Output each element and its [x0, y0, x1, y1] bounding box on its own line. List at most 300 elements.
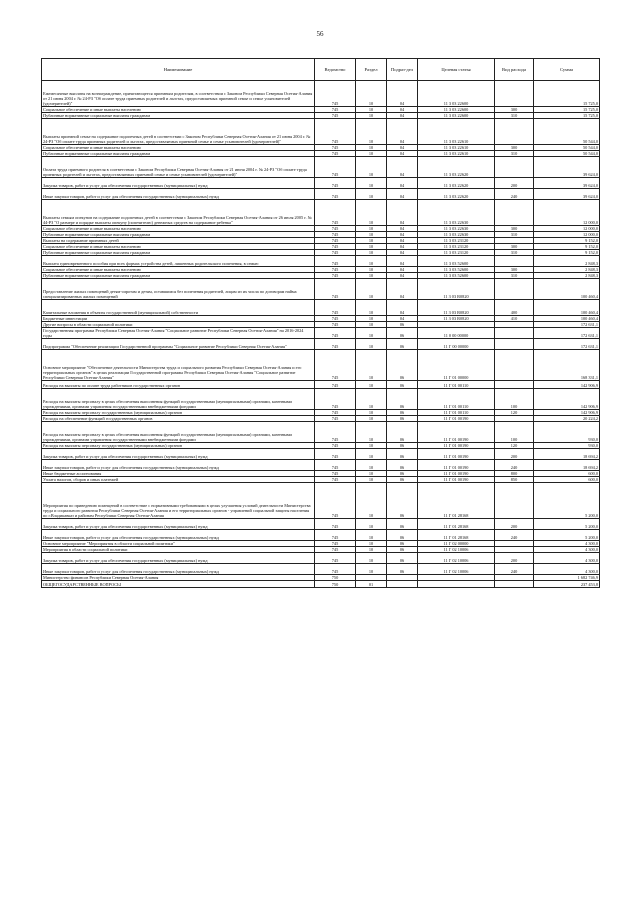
row-name: Иные закупки товаров, работ и услуг для обеспечения государственных (муниципальных) нужд	[42, 460, 315, 471]
row-expense-type	[495, 381, 534, 389]
row-section: 10	[356, 200, 387, 226]
row-expense-type	[495, 81, 534, 107]
row-section: 10	[356, 232, 387, 238]
row-name: Выплаты на содержание приемных детей	[42, 238, 315, 244]
row-section: 10	[356, 339, 387, 350]
table-row	[42, 81, 600, 107]
row-target-item: 11 3 03 22620	[418, 178, 495, 189]
row-target-item: 11 0 00 00000	[418, 328, 495, 339]
row-amount: 50 544,0	[534, 151, 600, 157]
row-name: Ежемесячные выплаты на вознаграждение, причитающееся приемным родителям, в соответствии с Законом Республики Северная Осетия-Алания от 21 июня 2004 г. № 24-РЗ "Об оплате труда приемных родителей и льготах, предоставляемых приемной семье и семье усыновителей (удочерителей)"	[42, 81, 315, 107]
row-department: 750	[315, 575, 356, 581]
row-amount: 9 152,0	[534, 244, 600, 250]
row-subsection: 04	[387, 256, 418, 267]
table-row	[42, 460, 600, 471]
row-target-item: 11 Г 02 10006	[418, 564, 495, 575]
table-row	[42, 339, 600, 350]
row-section: 10	[356, 238, 387, 244]
row-subsection: 04	[387, 145, 418, 151]
row-target-item: 11 Г 02 00000	[418, 541, 495, 547]
row-subsection: 06	[387, 389, 418, 410]
page-number: 56	[316, 30, 324, 38]
row-expense-type: 120	[495, 410, 534, 416]
table-row	[42, 553, 600, 564]
row-expense-type: 310	[495, 151, 534, 157]
row-section: 10	[356, 157, 387, 178]
row-department: 745	[315, 279, 356, 300]
row-section: 10	[356, 316, 387, 322]
row-expense-type: 400	[495, 300, 534, 316]
row-subsection: 04	[387, 267, 418, 273]
row-subsection: 06	[387, 530, 418, 541]
table-row	[42, 581, 600, 588]
row-name: Министерство финансов Республики Северная Осетия-Алания	[42, 575, 315, 581]
header-name: Наименование	[42, 59, 315, 81]
row-name: Другие вопросы в области социальной политики	[42, 322, 315, 328]
row-amount: 100 460,4	[534, 316, 600, 322]
row-target-item: 11 3 03 22620	[418, 189, 495, 200]
row-department: 745	[315, 553, 356, 564]
row-target-item: 11 3 03 22630	[418, 200, 495, 226]
row-name: Основное мероприятие "Мероприятия в области социальной политики"	[42, 541, 315, 547]
row-expense-type: 850	[495, 477, 534, 483]
row-amount: 1 682 746,9	[534, 575, 600, 581]
row-name: Расходы на выплаты персоналу в целях обеспечения выполнения функций государственными (муниципальными) органами, казенными учреждениями, органами управления государственными внебюджетными фондами	[42, 389, 315, 410]
row-name: Социальное обеспечение и иные выплаты населению	[42, 145, 315, 151]
row-section: 10	[356, 226, 387, 232]
row-department: 745	[315, 389, 356, 410]
row-section: 10	[356, 449, 387, 460]
row-target-item: 11 3 03 22610	[418, 151, 495, 157]
row-expense-type: 300	[495, 244, 534, 250]
row-section: 10	[356, 151, 387, 157]
row-target-item: 11 3 03 22600	[418, 81, 495, 107]
row-name: Капитальные вложения в объекты государственной (муниципальной) собственности	[42, 300, 315, 316]
table-row	[42, 256, 600, 267]
row-subsection: 04	[387, 232, 418, 238]
row-amount: 4 300,0	[534, 553, 600, 564]
row-subsection: 06	[387, 410, 418, 416]
row-subsection: 04	[387, 316, 418, 322]
row-amount: 2 848,3	[534, 256, 600, 267]
row-section: 10	[356, 322, 387, 328]
row-expense-type: 100	[495, 389, 534, 410]
table-row	[42, 381, 600, 389]
row-subsection: 06	[387, 322, 418, 328]
row-subsection: 04	[387, 119, 418, 145]
row-amount: 4 300,0	[534, 541, 600, 547]
row-section: 10	[356, 350, 387, 381]
row-subsection: 04	[387, 189, 418, 200]
row-department: 745	[315, 189, 356, 200]
row-section: 10	[356, 547, 387, 553]
row-amount: 142 906,9	[534, 389, 600, 410]
row-target-item: 11 3 03 22610	[418, 145, 495, 151]
row-amount: 930,0	[534, 443, 600, 449]
row-subsection: 06	[387, 471, 418, 477]
row-department: 745	[315, 381, 356, 389]
row-department: 745	[315, 81, 356, 107]
row-subsection: 04	[387, 81, 418, 107]
row-section: 10	[356, 267, 387, 273]
row-name: Расходы на обеспечение функций государственных органов	[42, 416, 315, 422]
row-target-item: 11 3 03 22600	[418, 113, 495, 119]
row-name: Закупка товаров, работ и услуг для обеспечения государственных (муниципальных) нужд	[42, 553, 315, 564]
row-subsection: 04	[387, 113, 418, 119]
row-subsection: 06	[387, 443, 418, 449]
row-amount: 39 624,0	[534, 178, 600, 189]
row-department: 745	[315, 232, 356, 238]
row-department: 745	[315, 113, 356, 119]
row-department: 745	[315, 238, 356, 244]
row-section: 10	[356, 416, 387, 422]
row-amount: 50 544,0	[534, 145, 600, 151]
row-name: Закупка товаров, работ и услуг для обеспечения государственных (муниципальных) нужд	[42, 178, 315, 189]
table-row	[42, 178, 600, 189]
row-target-item: 11 3 03 22630	[418, 232, 495, 238]
row-name: Оплата труда приемного родителя в соответствии с Законом Республики Северная Осетия-Алания от 21 июня 2004 г. № 24-РЗ "Об оплате труда приемных родителей и льготах, предоставляемых приемной семье и семье усыновителей (удочерителей)"	[42, 157, 315, 178]
header-department: Ведомство	[315, 59, 356, 81]
row-subsection: 04	[387, 300, 418, 316]
header-amount: Сумма	[534, 59, 600, 81]
row-name: Закупка товаров, работ и услуг для обеспечения государственных (муниципальных) нужд	[42, 519, 315, 530]
row-subsection: 06	[387, 381, 418, 389]
table-row	[42, 279, 600, 300]
row-section: 10	[356, 483, 387, 519]
row-department: 745	[315, 256, 356, 267]
row-department: 745	[315, 267, 356, 273]
row-target-item: 11 3 03 22620	[418, 157, 495, 178]
row-amount: 600,0	[534, 477, 600, 483]
row-section: 10	[356, 300, 387, 316]
table-row	[42, 530, 600, 541]
row-amount: 100 460,4	[534, 300, 600, 316]
row-target-item: 11 3 03 22600	[418, 107, 495, 113]
row-target-item: 11 3 03 R0820	[418, 300, 495, 316]
row-target-item: 11 3 03 22610	[418, 119, 495, 145]
row-expense-type	[495, 256, 534, 267]
row-name: ОБЩЕГОСУДАРСТВЕННЫЕ ВОПРОСЫ	[42, 581, 315, 588]
row-target-item: 11 3 03 22630	[418, 226, 495, 232]
row-section: 10	[356, 410, 387, 416]
row-expense-type: 240	[495, 564, 534, 575]
row-target-item: 11 Г 01 00110	[418, 410, 495, 416]
table-row	[42, 389, 600, 410]
row-amount: 20 224,2	[534, 416, 600, 422]
row-target-item: 11 3 03 52600	[418, 267, 495, 273]
row-expense-type: 310	[495, 113, 534, 119]
row-name: Иные закупки товаров, работ и услуг для обеспечения государственных (муниципальных) нужд	[42, 564, 315, 575]
row-section: 10	[356, 389, 387, 410]
row-department: 745	[315, 316, 356, 322]
row-name: Иные бюджетные ассигнования	[42, 471, 315, 477]
row-amount: 5 200,0	[534, 483, 600, 519]
row-name: Иные закупки товаров, работ и услуг для обеспечения государственных (муниципальных) нужд	[42, 189, 315, 200]
row-department: 745	[315, 226, 356, 232]
row-expense-type: 800	[495, 471, 534, 477]
row-target-item: 11 Г 01 00190	[418, 449, 495, 460]
row-expense-type	[495, 279, 534, 300]
row-amount: 12 000,0	[534, 232, 600, 238]
row-amount: 39 624,0	[534, 157, 600, 178]
row-department: 745	[315, 350, 356, 381]
row-department: 745	[315, 449, 356, 460]
table-row	[42, 449, 600, 460]
row-department: 745	[315, 250, 356, 256]
row-target-item: 11 Г 01 00190	[418, 460, 495, 471]
row-name: Иные закупки товаров, работ и услуг для обеспечения государственных (муниципальных) нужд	[42, 530, 315, 541]
row-expense-type: 120	[495, 443, 534, 449]
row-target-item: 11 Г 00 00000	[418, 339, 495, 350]
row-subsection: 04	[387, 244, 418, 250]
row-section: 10	[356, 189, 387, 200]
row-section: 10	[356, 279, 387, 300]
row-name: Публичные нормативные социальные выплаты гражданам	[42, 113, 315, 119]
row-subsection: 06	[387, 564, 418, 575]
row-name: Расходы на выплаты персоналу в целях обеспечения выполнения функций государственными (муниципальными) органами, казенными учреждениями, органами управления государственными внебюджетными фондами	[42, 422, 315, 443]
row-amount: 12 000,0	[534, 226, 600, 232]
header-subsection: Подраз-дел	[387, 59, 418, 81]
row-name: Мероприятия в области социальной политики	[42, 547, 315, 553]
row-subsection: 06	[387, 477, 418, 483]
table-row	[42, 422, 600, 443]
row-subsection: 06	[387, 553, 418, 564]
row-expense-type	[495, 339, 534, 350]
row-amount: 15 725,0	[534, 107, 600, 113]
row-subsection: 04	[387, 273, 418, 279]
row-name: Социальное обеспечение и иные выплаты населению	[42, 107, 315, 113]
row-amount: 600,0	[534, 471, 600, 477]
row-subsection: 06	[387, 328, 418, 339]
row-name: Расходы на выплаты по оплате труда работников государственных органов	[42, 381, 315, 389]
row-department: 745	[315, 200, 356, 226]
row-expense-type: 310	[495, 250, 534, 256]
row-department: 745	[315, 244, 356, 250]
row-name: Публичные нормативные социальные выплаты гражданам	[42, 232, 315, 238]
row-expense-type: 240	[495, 460, 534, 471]
row-department: 745	[315, 339, 356, 350]
row-expense-type: 310	[495, 273, 534, 279]
row-amount: 930,0	[534, 422, 600, 443]
row-subsection: 04	[387, 178, 418, 189]
row-department: 745	[315, 422, 356, 443]
table-row	[42, 350, 600, 381]
row-target-item: 11 Г 01 28168	[418, 519, 495, 530]
table-row	[42, 119, 600, 145]
table-row	[42, 483, 600, 519]
row-section: 10	[356, 422, 387, 443]
row-subsection: 06	[387, 547, 418, 553]
row-name: Публичные нормативные социальные выплаты гражданам	[42, 151, 315, 157]
row-section: 10	[356, 244, 387, 250]
row-amount: 172 631,1	[534, 339, 600, 350]
row-name: Публичные нормативные социальные выплаты гражданам	[42, 250, 315, 256]
row-amount: 18 694,2	[534, 449, 600, 460]
row-expense-type: 310	[495, 232, 534, 238]
header-section: Раздел	[356, 59, 387, 81]
row-target-item: 11 Г 01 00000	[418, 350, 495, 381]
row-subsection: 06	[387, 449, 418, 460]
header-expense-type: Вид расхода	[495, 59, 534, 81]
table-row	[42, 300, 600, 316]
row-expense-type: 300	[495, 107, 534, 113]
row-expense-type	[495, 200, 534, 226]
row-department: 745	[315, 519, 356, 530]
table-row	[42, 564, 600, 575]
row-department: 745	[315, 483, 356, 519]
row-subsection: 06	[387, 519, 418, 530]
row-department: 745	[315, 119, 356, 145]
row-target-item: 11 Г 01 00190	[418, 471, 495, 477]
row-subsection: 04	[387, 250, 418, 256]
row-name: Уплата налогов, сборов и иных платежей	[42, 477, 315, 483]
row-department: 745	[315, 300, 356, 316]
row-department: 745	[315, 471, 356, 477]
row-target-item	[418, 581, 495, 588]
row-amount: 2 848,3	[534, 267, 600, 273]
row-subsection: 06	[387, 416, 418, 422]
row-expense-type: 240	[495, 189, 534, 200]
row-expense-type: 410	[495, 316, 534, 322]
row-subsection: 04	[387, 151, 418, 157]
row-section: 10	[356, 273, 387, 279]
row-expense-type	[495, 328, 534, 339]
table-row	[42, 157, 600, 178]
row-expense-type	[495, 119, 534, 145]
row-section: 10	[356, 119, 387, 145]
row-expense-type: 200	[495, 449, 534, 460]
row-expense-type	[495, 350, 534, 381]
row-expense-type	[495, 483, 534, 519]
row-subsection: 04	[387, 157, 418, 178]
row-section: 10	[356, 443, 387, 449]
row-target-item: 11 Г 01 00190	[418, 416, 495, 422]
row-name: Выплаты приемной семье на содержание подопечных детей в соответствии с Законом Республики Северная Осетия-Алания от 21 июня 2004 г. № 24-РЗ "Об оплате труда приемных родителей и льготах, предоставляемых приемной семье и семье усыновителей (удочерителей)"	[42, 119, 315, 145]
row-name: Закупка товаров, работ и услуг для обеспечения государственных (муниципальных) нужд	[42, 449, 315, 460]
row-name: Выплата единовременного пособия при всех формах устройства детей, лишенных родительского попечения, в семью	[42, 256, 315, 267]
row-department: 745	[315, 416, 356, 422]
row-amount: 5 200,0	[534, 519, 600, 530]
row-expense-type: 240	[495, 530, 534, 541]
row-amount: 172 631,1	[534, 328, 600, 339]
row-section: 10	[356, 81, 387, 107]
row-section: 10	[356, 553, 387, 564]
row-amount: 237 453,8	[534, 581, 600, 588]
row-section: 10	[356, 471, 387, 477]
row-name: Социальное обеспечение и иные выплаты населению	[42, 267, 315, 273]
row-target-item: 11 3 03 52600	[418, 256, 495, 267]
row-department: 745	[315, 410, 356, 416]
row-department: 745	[315, 564, 356, 575]
row-department: 745	[315, 530, 356, 541]
row-section: 10	[356, 477, 387, 483]
row-target-item: 11 3 03 R0820	[418, 316, 495, 322]
row-section: 10	[356, 145, 387, 151]
row-section: 10	[356, 178, 387, 189]
row-department: 745	[315, 178, 356, 189]
row-expense-type	[495, 581, 534, 588]
row-subsection	[387, 581, 418, 588]
header-target-item: Целевая статья	[418, 59, 495, 81]
row-expense-type: 200	[495, 178, 534, 189]
row-name: Мероприятия по приведению помещений в соответствие с нормативными требованиями в целях улучшения условий деятельности Министерства труда и социального развития Республики Северная Осетия-Алания и его территориальных органов - управлений социальной защиты населения по г.Владикавказ и районам Республики Северная Осетия-Алания	[42, 483, 315, 519]
row-section: 10	[356, 328, 387, 339]
row-section: 10	[356, 381, 387, 389]
row-expense-type: 300	[495, 226, 534, 232]
row-name: Социальное обеспечение и иные выплаты населению	[42, 244, 315, 250]
row-name: Выплаты семьям опекунов на содержание подопечных детей в соответствии с Законом Республики Северная Осетия-Алания от 26 июля 2005 г. № 44-РЗ "О размере и порядке выплаты опекуну (попечителю) денежных средств на содержание ребенка"	[42, 200, 315, 226]
row-section: 10	[356, 460, 387, 471]
row-name: Бюджетные инвестиции	[42, 316, 315, 322]
row-name: Основное мероприятие "Обеспечение деятельности Министерства труда и социального развития Республики Северная Осетия-Алания и его территориальных органов" в целях реализации Государственной программы Республики Северная Осетия-Алания "Социальное развитие Республики Северная Осетия-Алания"	[42, 350, 315, 381]
row-section: 10	[356, 564, 387, 575]
row-amount: 142 906,9	[534, 410, 600, 416]
row-subsection: 06	[387, 339, 418, 350]
row-subsection: 04	[387, 107, 418, 113]
row-subsection: 04	[387, 238, 418, 244]
row-expense-type: 200	[495, 553, 534, 564]
row-name: Расходы на выплаты персоналу государственных (муниципальных) органов	[42, 443, 315, 449]
row-target-item: 11 3 03 23120	[418, 238, 495, 244]
row-target-item: 11 3 03 R0820	[418, 279, 495, 300]
row-amount: 15 725,0	[534, 113, 600, 119]
row-department: 745	[315, 157, 356, 178]
row-section: 10	[356, 530, 387, 541]
row-department: 745	[315, 145, 356, 151]
row-department: 745	[315, 151, 356, 157]
row-subsection: 06	[387, 483, 418, 519]
row-department: 745	[315, 443, 356, 449]
row-section: 10	[356, 250, 387, 256]
row-amount: 18 694,2	[534, 460, 600, 471]
row-department: 750	[315, 581, 356, 588]
row-amount: 15 725,0	[534, 81, 600, 107]
row-expense-type: 100	[495, 422, 534, 443]
table-row	[42, 189, 600, 200]
row-amount: 50 544,0	[534, 119, 600, 145]
row-section: 10	[356, 107, 387, 113]
row-amount: 142 906,9	[534, 381, 600, 389]
row-subsection: 06	[387, 541, 418, 547]
row-amount: 9 152,0	[534, 238, 600, 244]
table-row	[42, 328, 600, 339]
row-amount: 168 331,1	[534, 350, 600, 381]
row-department: 745	[315, 541, 356, 547]
row-department: 745	[315, 460, 356, 471]
budget-table	[41, 58, 600, 588]
row-target-item: 11 Г 01 00110	[418, 381, 495, 389]
row-amount: 2 848,3	[534, 273, 600, 279]
row-target-item: 11 Г 01 00190	[418, 443, 495, 449]
row-section: 01	[356, 581, 387, 588]
row-target-item: 11 Г 02 10006	[418, 547, 495, 553]
row-name: Публичные нормативные социальные выплаты гражданам	[42, 273, 315, 279]
row-amount: 4 300,0	[534, 564, 600, 575]
row-name: Расходы на выплаты персоналу государственных (муниципальных) органов	[42, 410, 315, 416]
row-target-item: 11 3 03 52600	[418, 273, 495, 279]
row-section: 10	[356, 256, 387, 267]
row-department: 745	[315, 273, 356, 279]
row-amount: 9 152,0	[534, 250, 600, 256]
row-section: 10	[356, 113, 387, 119]
row-department: 745	[315, 328, 356, 339]
row-subsection: 04	[387, 226, 418, 232]
row-subsection: 06	[387, 350, 418, 381]
table-body	[42, 81, 600, 588]
row-amount: 172 631,1	[534, 322, 600, 328]
row-target-item: 11 Г 01 00190	[418, 477, 495, 483]
table-header-row	[42, 59, 600, 81]
